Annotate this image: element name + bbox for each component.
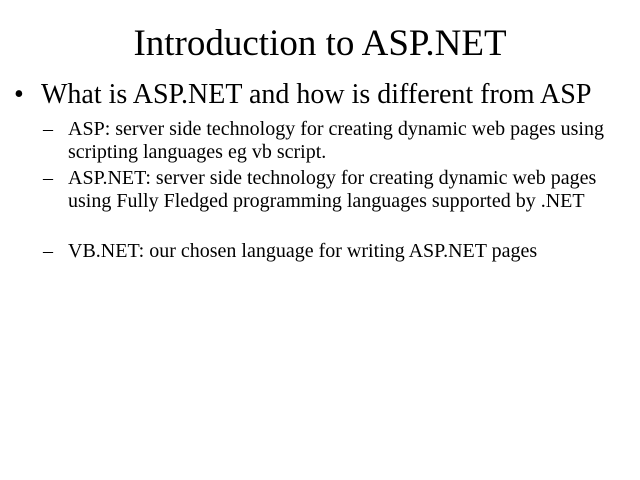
sub-bullet-marker: – [43, 167, 53, 189]
sub-bullet-marker: – [43, 118, 53, 140]
slide-title: Introduction to ASP.NET [133, 23, 507, 64]
bullet-marker: • [14, 79, 24, 110]
sub-bullet-text: ASP.NET: server side technology for creating dynamic web pages using Fully Fledged programming languages supported by .NET [68, 167, 597, 212]
main-bullet-text: What is ASP.NET and how is different from ASP [41, 79, 592, 110]
sub-bullet-text: ASP: server side technology for creating dynamic web pages using scripting languages eg vb script. [68, 118, 604, 163]
sub-bullet-marker: – [43, 240, 53, 262]
sub-bullet-text: VB.NET: our chosen language for writing ASP.NET pages [68, 240, 538, 262]
